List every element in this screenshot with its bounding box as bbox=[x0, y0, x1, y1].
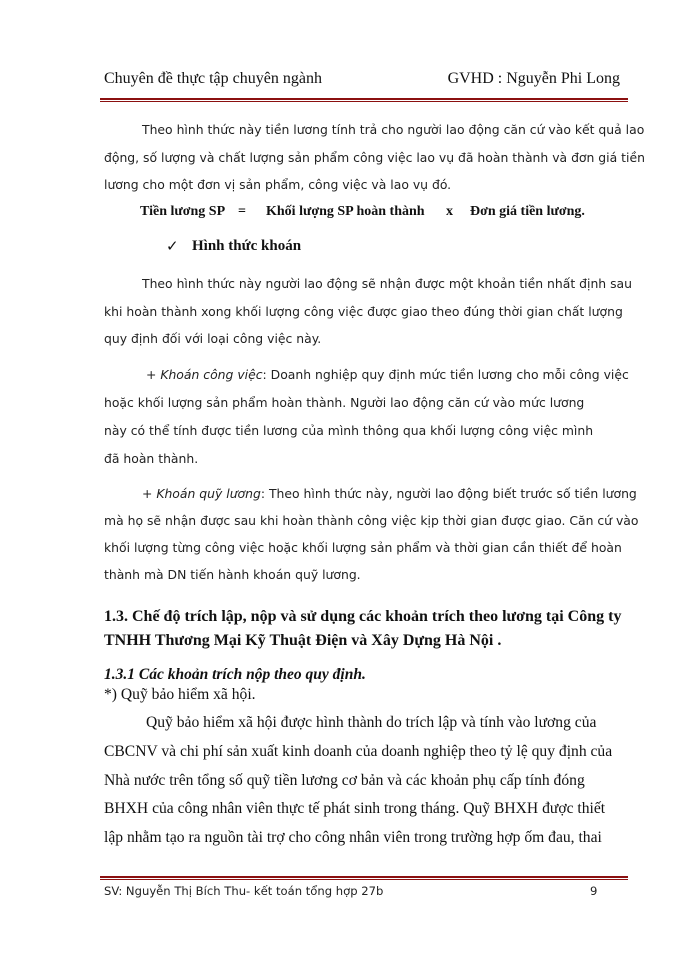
paragraph-line: đã hoàn thành. bbox=[104, 451, 199, 466]
formula-equals: = bbox=[238, 204, 246, 219]
paragraph-line: mà họ sẽ nhận được sau khi hoàn thành công việc kịp thời gian được giao. Căn cứ vào bbox=[104, 513, 639, 528]
header-title: Chuyên đề thực tập chuyên ngành bbox=[104, 70, 322, 87]
khoan-quy-luong-line1 bbox=[142, 486, 637, 501]
page-number: 9 bbox=[590, 884, 598, 898]
paragraph-line: Theo hình thức này người lao động sẽ nhận được một khoản tiền nhất định sau bbox=[142, 276, 632, 291]
term-khoan-quy-luong: Khoán quỹ lương bbox=[156, 486, 261, 501]
bullet-prefix: + bbox=[142, 486, 157, 501]
paragraph-line: CBCNV và chi phí sản xuất kinh doanh của doanh nghiệp theo tỷ lệ quy định của bbox=[104, 743, 613, 760]
term-khoan-cong-viec: Khoán công việc bbox=[160, 367, 263, 382]
footer-divider bbox=[100, 876, 628, 880]
khoan-cong-viec-line1 bbox=[146, 367, 629, 382]
paragraph-line: quy định đối với loại công việc này. bbox=[104, 331, 322, 346]
paragraph-line: lương cho một đơn vị sản phẩm, công việc và lao vụ đó. bbox=[104, 177, 452, 192]
bullet-prefix: + bbox=[146, 367, 161, 382]
heading-1-3-line1: 1.3. Chế độ trích lập, nộp và sử dụng các khoản trích theo lương tại Công ty bbox=[104, 608, 622, 625]
header-divider bbox=[100, 98, 628, 102]
paragraph-line: khối lượng từng công việc hoặc khối lượng sản phẩm và thời gian cần thiết để hoàn bbox=[104, 540, 622, 555]
paragraph-line: động, số lượng và chất lượng sản phẩm công việc lao vụ đã hoàn thành và đơn giá tiền bbox=[104, 150, 645, 165]
paragraph-line: Quỹ bảo hiểm xã hội được hình thành do trích lập và tính vào lương của bbox=[146, 714, 597, 731]
footer-student: SV: Nguyễn Thị Bích Thu- kết toán tổng hợp 27b bbox=[104, 884, 384, 898]
paragraph-line: khi hoàn thành xong khối lượng công việc được giao theo đúng thời gian chất lượng bbox=[104, 304, 623, 319]
bhxh-label: *) Quỹ bảo hiểm xã hội. bbox=[104, 686, 256, 703]
paragraph-line: BHXH của công nhân viên thực tế phát sinh trong tháng. Quỹ BHXH được thiết bbox=[104, 800, 606, 817]
paragraph-text: : Doanh nghiệp quy định mức tiền lương cho mỗi công việc bbox=[262, 367, 629, 382]
paragraph-line: này có thể tính được tiền lương của mình thông qua khối lượng công việc mình bbox=[104, 423, 594, 438]
formula-left: Tiền lương SP bbox=[140, 204, 226, 219]
heading-1-3-line2: TNHH Thương Mại Kỹ Thuật Điện và Xây Dựng Hà Nội . bbox=[104, 632, 502, 649]
paragraph-line: thành mà DN tiến hành khoán quỹ lương. bbox=[104, 567, 361, 582]
section-title-khoan: Hình thức khoán bbox=[192, 238, 302, 254]
formula-middle: Khối lượng SP hoàn thành bbox=[266, 204, 425, 219]
heading-1-3-1: 1.3.1 Các khoản trích nộp theo quy định. bbox=[104, 666, 366, 683]
paragraph-line: Theo hình thức này tiền lương tính trả cho người lao động căn cứ vào kết quả lao bbox=[142, 122, 645, 137]
paragraph-line: Nhà nước trên tổng số quỹ tiền lương cơ bản và các khoản phụ cấp tính đóng bbox=[104, 772, 585, 789]
checkmark-icon: ✓ bbox=[166, 237, 179, 255]
paragraph-line: lập nhằm tạo ra nguồn tài trợ cho công nhân viên trong trường hợp ốm đau, thai bbox=[104, 829, 602, 846]
paragraph-line: hoặc khối lượng sản phẩm hoàn thành. Người lao động căn cứ vào mức lương bbox=[104, 395, 585, 410]
header-advisor: GVHD : Nguyễn Phi Long bbox=[447, 70, 620, 87]
paragraph-text: : Theo hình thức này, người lao động biết trước số tiền lương bbox=[260, 486, 637, 501]
formula-right: Đơn giá tiền lương. bbox=[470, 204, 585, 219]
formula-operator: x bbox=[446, 204, 453, 219]
